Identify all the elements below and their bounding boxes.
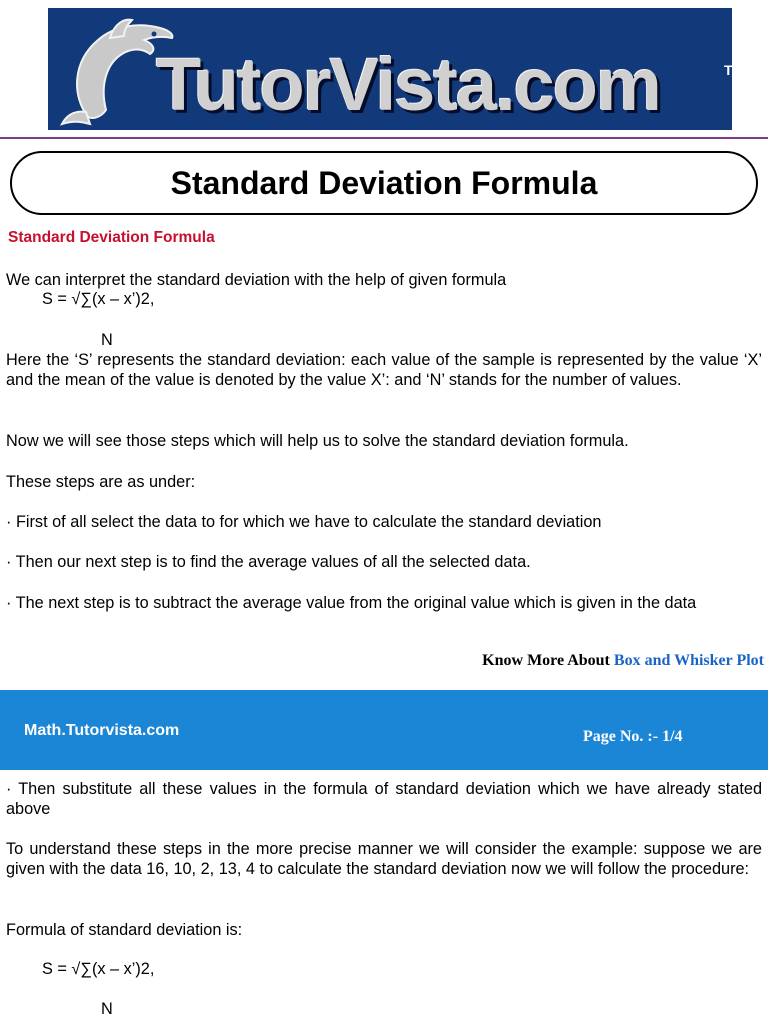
section-heading: Standard Deviation Formula: [8, 229, 215, 246]
step-3-text: · The next step is to subtract the average value from the original value which is given in the data: [6, 594, 697, 612]
know-more-prefix: Know More About: [482, 652, 614, 669]
formula-2-denominator: N: [101, 1000, 113, 1018]
step-1-text: · First of all select the data to for which we have to calculate the standard deviation: [6, 513, 602, 531]
page-title: Standard Deviation Formula: [170, 164, 598, 201]
example-text: To understand these steps in the more precise manner we will consider the example: suppose we are given with the data 16, 10, 2, 13, 4 to calculate the standard deviation now we will follow the procedure:: [6, 840, 762, 878]
title-box: [10, 151, 758, 215]
steps-intro-text: Now we will see those steps which will help us to solve the standard deviation formula.: [6, 432, 629, 450]
step-2-text: · Then our next step is to find the average values of all the selected data.: [6, 553, 531, 571]
footer-site-name: Math.Tutorvista.com: [24, 722, 180, 739]
step-4-text: · Then substitute all these values in the formula of standard deviation which we have already stated above: [6, 780, 762, 818]
know-more-line: [482, 652, 764, 670]
intro-text: We can interpret the standard deviation with the help of given formula: [6, 271, 507, 289]
logo-trademark: TM: [724, 62, 745, 78]
page-number: Page No. :- 1/4: [583, 728, 683, 745]
formula-label-text: Formula of standard deviation is:: [6, 921, 243, 939]
explanation-text: Here the ‘S’ represents the standard deviation: each value of the sample is represented by the value ‘X’ and the mean of the value is denoted by the value X’: and ‘N’ stands for the number of values.: [6, 351, 762, 389]
footer-band: [0, 690, 768, 770]
logo-banner: [48, 8, 745, 130]
steps-under-text: These steps are as under:: [6, 473, 196, 491]
formula-2-text: S = √∑(x – x’)2,: [42, 960, 155, 978]
formula-denominator: N: [101, 331, 113, 349]
top-divider: [0, 137, 768, 139]
logo-wordmark: TutorVista.com: [156, 43, 660, 126]
formula-text: S = √∑(x – x’)2,: [42, 290, 155, 308]
box-whisker-link[interactable]: Box and Whisker Plot: [613, 652, 764, 669]
